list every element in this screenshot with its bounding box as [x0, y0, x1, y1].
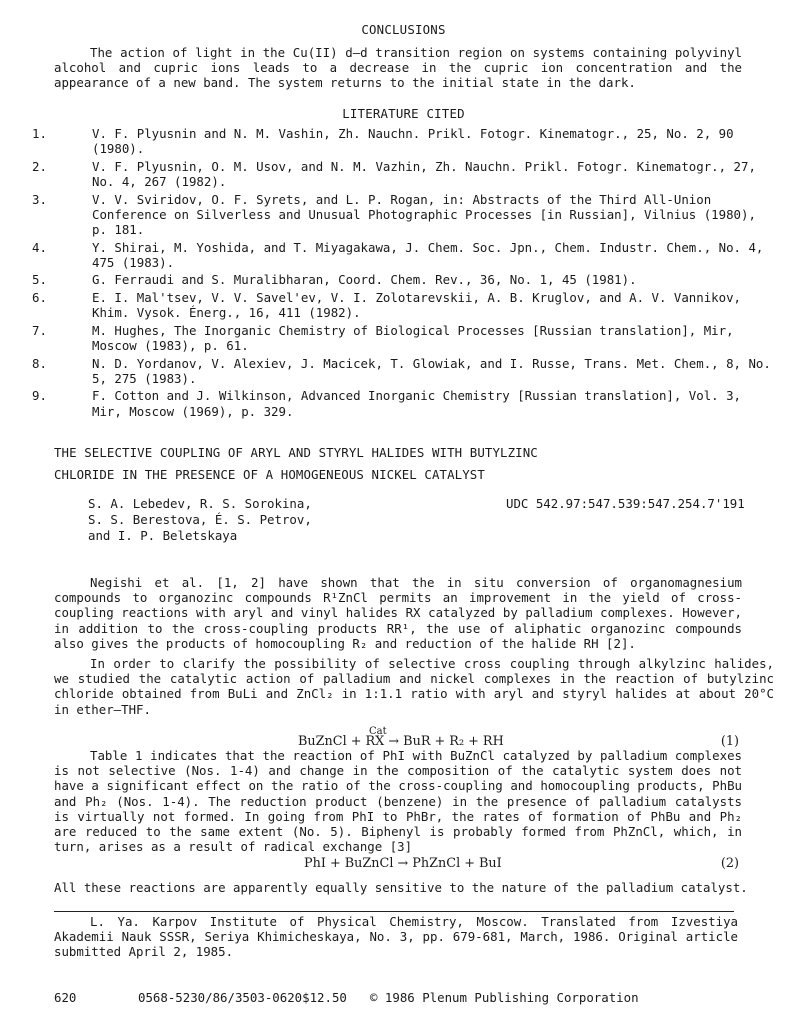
- reference-item: 4. Y. Shirai, M. Yoshida, and T. Miyagakawa, J. Chem. Soc. Jpn., Chem. Industr. Chem., No. 4, 475 (1983).: [32, 239, 764, 270]
- literature-heading: LITERATURE CITED: [342, 106, 465, 121]
- footnote-affiliation: L. Ya. Karpov Institute of Physical Chemistry, Moscow. Translated from Izvestiya Akademii Nauk SSSR, Seriya Khimicheskaya, No. 3, pp. 679-681, March, 1986. Original article submitted April 2, 1985.: [54, 914, 738, 960]
- equation-2-number: (2): [720, 856, 739, 871]
- reference-item: 6. E. I. Mal'tsev, V. V. Savel'ev, V. I. Zolotarevskii, A. B. Kruglov, and A. V. Vannikov, Khim. Vysok. Énerg., 16, 411 (1982).: [32, 289, 742, 321]
- reference-item: 5. G. Ferraudi and S. Muralibharan, Coord. Chem. Rev., 36, No. 1, 45 (1981).: [32, 272, 637, 288]
- copyright-notice: © 1986 Plenum Publishing Corporation: [370, 990, 639, 1005]
- article-title-line-1: THE SELECTIVE COUPLING OF ARYL AND STYRYL HALIDES WITH BUTYLZINC: [54, 445, 538, 460]
- author-line: S. S. Berestova, É. S. Petrov,: [88, 512, 312, 527]
- author-line: S. A. Lebedev, R. S. Sorokina,: [88, 496, 312, 511]
- equation-2: [0, 856, 807, 876]
- footnote-divider: [54, 911, 734, 912]
- author-line: and I. P. Beletskaya: [88, 528, 238, 543]
- reference-item: 7. M. Hughes, The Inorganic Chemistry of Biological Processes [Russian translation], Mir, Moscow (1983), p. 61.: [32, 322, 734, 353]
- reference-item: 2. V. F. Plyusnin, O. M. Usov, and N. M. Vazhin, Zh. Nauchn. Prikl. Fotogr. Kinematogr., 27, No. 4, 267 (1982).: [32, 158, 756, 189]
- equation-2-expression: PhI + BuZnCl → PhZnCl + BuI: [304, 856, 502, 871]
- paragraph-conclusion-sentence: All these reactions are apparently equally sensitive to the nature of the palladium catalyst.: [54, 880, 748, 895]
- conclusions-heading: CONCLUSIONS: [361, 22, 446, 37]
- article-code: 0568-5230/86/3503-0620$12.50: [138, 990, 347, 1005]
- paragraph-results: Table 1 indicates that the reaction of PhI with BuZnCl catalyzed by palladium complexes is not selective (Nos. 1-4) and change in the composition of the catalytic system does not have a significant effect on the ratio of the cross-coupling and homocoupling products, PhBu and Ph₂ (Nos. 1-4). The reduction product (benzene) in the presence of palladium catalysts is virtually not formed. In going from PhI to PhBr, the rates of formation of PhBu and Ph₂ are reduced to the same extent (No. 5). Biphenyl is probably formed from PhZnCl, which, in turn, arises as a result of radical exchange [3]: [54, 748, 742, 855]
- equation-1-expression: BuZnCl + RX → BuR + R₂ + RH: [298, 734, 504, 749]
- conclusions-text: The action of light in the Cu(II) d–d transition region on systems containing polyvinyl alcohol and cupric ions leads to a decrease in the cupric ion concentration and the appearance of a new band. The system returns to the initial state in the dark.: [54, 45, 742, 91]
- reference-item: 8. N. D. Yordanov, V. Alexiev, J. Macicek, T. Glowiak, and I. Russe, Trans. Met. Chem., 8, No. 5, 275 (1983).: [32, 355, 771, 386]
- udc-code: UDC 542.97:547.539:547.254.7'191: [506, 496, 745, 511]
- reference-list: [32, 126, 777, 421]
- equation-1-catalyst-label: Cat: [369, 726, 387, 737]
- equation-1-number: (1): [720, 734, 739, 749]
- reference-item: 1. V. F. Plyusnin and N. M. Vashin, Zh. Nauchn. Prikl. Fotogr. Kinematogr., 25, No. 2, 90 (1980).: [32, 126, 734, 157]
- reference-item: 9. F. Cotton and J. Wilkinson, Advanced Inorganic Chemistry [Russian translation], Vol. 3, Mir, Moscow (1969), p. 329.: [32, 388, 742, 419]
- author-list: [88, 496, 418, 544]
- page-number: 620: [54, 990, 77, 1005]
- paragraph-method: In order to clarify the possibility of selective cross coupling through alkylzinc halides, we studied the catalytic action of palladium and nickel complexes in the reaction of butylzinc chloride obtained from BuLi and ZnCl₂ in 1:1.1 ratio with aryl and styryl halides at about 20°C in ether–THF.: [54, 656, 774, 717]
- paragraph-intro: Negishi et al. [1, 2] have shown that the in situ conversion of organomagnesium compounds to organozinc compounds R¹ZnCl permits an improvement in the yield of cross-coupling reactions with aryl and vinyl halides RX catalyzed by palladium complexes. However, in addition to the cross-coupling products RR¹, the use of aliphatic organozinc compounds also gives the products of homocoupling R₂ and reduction of the halide RH [2].: [54, 575, 742, 651]
- article-title-line-2: CHLORIDE IN THE PRESENCE OF A HOMOGENEOUS NICKEL CATALYST: [54, 467, 485, 482]
- reference-item: 3. V. V. Sviridov, O. F. Syrets, and L. P. Rogan, in: Abstracts of the Third All-Union Conference on Silverless and Unusual Photographic Processes [in Russian], Vilnius (1980), p. 181.: [32, 191, 756, 237]
